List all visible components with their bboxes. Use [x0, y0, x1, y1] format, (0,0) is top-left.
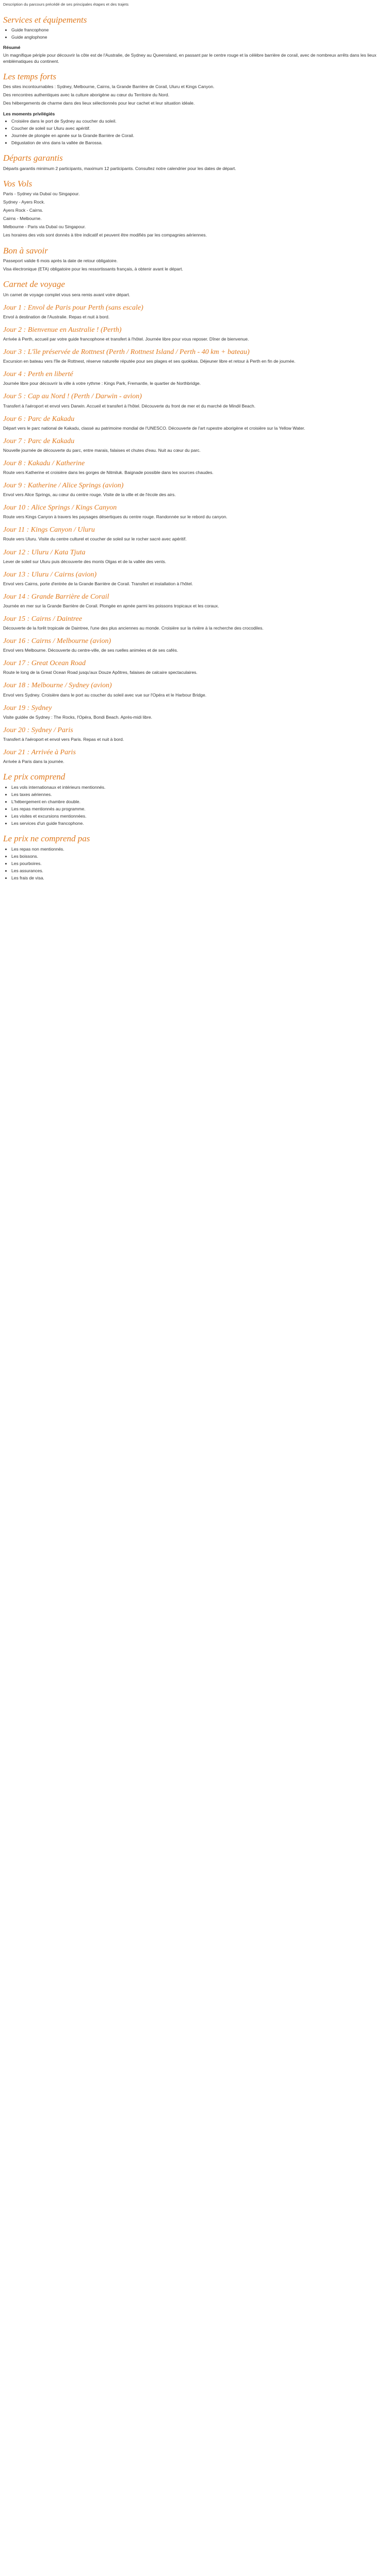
- prix-heading: Le prix comprend: [3, 772, 66, 782]
- vols-line: Sydney - Ayers Rock.: [3, 199, 45, 205]
- day-heading: Jour 15 : Cairns / Daintree: [3, 615, 83, 623]
- day-text: Lever de soleil sur Uluru puis découverte des monts Olgas et de la vallée des vents.: [3, 558, 167, 564]
- temps-forts-item: • Croisière dans le port de Sydney au coucher du soleil.: [11, 118, 388, 124]
- day-text: Route le long de la Great Ocean Road jusqu'aux Douze Apôtres, falaises de calcaire spectaculaires.: [3, 670, 198, 675]
- day-heading: Jour 9 : Katherine / Alice Springs (avion): [3, 482, 124, 490]
- day-heading: Jour 19 : Sydney: [3, 704, 52, 712]
- prix-exclu-list: [3, 846, 388, 881]
- page-description: Description du parcours précédé de ses principales étapes et des trajets: [3, 2, 129, 7]
- itinerary: [3, 304, 388, 765]
- temps-forts-subheading: Les moments privilégiés: [3, 111, 55, 116]
- day-heading: Jour 20 : Sydney / Paris: [3, 726, 73, 734]
- day-heading: Jour 21 : Arrivée à Paris: [3, 748, 76, 756]
- info-text: Passeport valide 6 mois après la date de retour obligatoire.: [3, 258, 118, 264]
- resume-heading: Résumé: [3, 45, 21, 50]
- day-text: Départ vers le parc national de Kakadu, classé au patrimoine mondial de l'UNESCO. Découverte de l'art rupestre aborigène et croisière sur la Yellow Water.: [3, 425, 305, 431]
- day-heading: Jour 8 : Kakadu / Katherine: [3, 459, 85, 467]
- prix-item: • Les taxes aériennes.: [11, 791, 388, 798]
- day-text: Journée en mer sur la Grande Barrière de Corail. Plongée en apnée parmi les poissons tropicaux et les coraux.: [3, 603, 219, 608]
- services-item: • Guide anglophone: [11, 34, 388, 40]
- day-heading: Jour 16 : Cairns / Melbourne (avion): [3, 637, 111, 646]
- services-heading: Services et équipements: [3, 14, 87, 25]
- temps-forts-item: • Dégustation de vins dans la vallée de Barossa.: [11, 140, 388, 146]
- prix-list: [3, 784, 388, 826]
- day-text: Route vers Kings Canyon à travers les paysages désertiques du centre rouge. Randonnée sur le rebord du canyon.: [3, 514, 227, 520]
- prix-exclu-item: • Les frais de visa.: [11, 875, 388, 881]
- prix-item: • L'hébergement en chambre double.: [11, 799, 388, 805]
- day-text: Journée libre pour découvrir la ville à votre rythme : Kings Park, Fremantle, le quartier de Northbridge.: [3, 381, 201, 386]
- day-text: Envol vers Alice Springs, au cœur du centre rouge. Visite de la ville et de l'école des airs.: [3, 492, 176, 498]
- services-item: • Guide francophone: [11, 27, 388, 33]
- day-heading: Jour 1 : Envol de Paris pour Perth (sans escale): [3, 303, 143, 312]
- info-heading: Bon à savoir: [3, 245, 48, 256]
- day-text: Envol vers Cairns, porte d'entrée de la Grande Barrière de Corail. Transfert et installation à l'hôtel.: [3, 581, 193, 586]
- day-text: Nouvelle journée de découverte du parc, entre marais, falaises et chutes d'eau. Nuit au cœur du parc.: [3, 447, 201, 453]
- day-heading: Jour 4 : Perth en liberté: [3, 370, 73, 379]
- day-text: Envol à destination de l'Australie. Repas et nuit à bord.: [3, 314, 110, 319]
- day-heading: Jour 7 : Parc de Kakadu: [3, 437, 75, 445]
- departs-text: Départs garantis minimum 2 participants, maximum 12 participants. Consultez notre calendrier pour les dates de départ.: [3, 165, 236, 171]
- temps-forts-item: • Coucher de soleil sur Uluru avec apéritif.: [11, 125, 388, 131]
- day-text: Envol vers Sydney. Croisière dans le port au coucher du soleil avec vue sur l'Opéra et le Harbour Bridge.: [3, 692, 207, 698]
- temps-forts-item: • Journée de plongée en apnée sur la Grande Barrière de Corail.: [11, 132, 388, 139]
- day-heading: Jour 11 : Kings Canyon / Uluru: [3, 526, 95, 534]
- prix-item: • Les repas mentionnés au programme.: [11, 806, 388, 812]
- prix-item: • Les services d'un guide francophone.: [11, 820, 388, 826]
- day-heading: Jour 14 : Grande Barrière de Corail: [3, 592, 109, 601]
- prix-item: • Les visites et excursions mentionnées.: [11, 813, 388, 819]
- day-text: Excursion en bateau vers l'île de Rottnest, réserve naturelle réputée pour ses plages et ses quokkas. Déjeuner libre et retour à Perth en fin de journée.: [3, 359, 296, 364]
- vols-heading: Vos Vols: [3, 178, 32, 189]
- prix-exclu-item: • Les repas non mentionnés.: [11, 846, 388, 852]
- day-text: Arrivée à Paris dans la journée.: [3, 759, 64, 764]
- carnet-text: Un carnet de voyage complet vous sera remis avant votre départ.: [3, 292, 131, 297]
- day-heading: Jour 10 : Alice Springs / Kings Canyon: [3, 504, 117, 512]
- temps-forts-list: [3, 118, 388, 146]
- day-text: Route vers Uluru. Visite du centre culturel et coucher de soleil sur le rocher sacré avec apéritif.: [3, 536, 187, 542]
- day-heading: Jour 5 : Cap au Nord ! (Perth / Darwin - avion): [3, 393, 142, 401]
- prix-item: • Les vols internationaux et intérieurs mentionnés.: [11, 784, 388, 790]
- prix-exclu-heading: Le prix ne comprend pas: [3, 833, 90, 843]
- day-heading: Jour 3 : L'île préservée de Rottnest (Perth / Rottnest Island / Perth - 40 km + bateau): [3, 348, 250, 357]
- day-heading: Jour 18 : Melbourne / Sydney (avion): [3, 682, 112, 690]
- day-text: Envol vers Melbourne. Découverte du centre-ville, de ses ruelles animées et de ses cafés.: [3, 648, 178, 653]
- day-text: Route vers Katherine et croisière dans les gorges de Nitmiluk. Baignade possible dans les sources chaudes.: [3, 469, 214, 475]
- temps-forts-text: Des hébergements de charme dans des lieux sélectionnés pour leur cachet et leur situation idéale.: [3, 100, 195, 106]
- vols-note: Les horaires des vols sont donnés à titre indicatif et peuvent être modifiés par les compagnies aériennes.: [3, 232, 207, 238]
- day-heading: Jour 2 : Bienvenue en Australie ! (Perth): [3, 326, 122, 334]
- temps-forts-text: Des sites incontournables : Sydney, Melbourne, Cairns, la Grande Barrière de Corail, Uluru et Kings Canyon.: [3, 84, 215, 90]
- info-text: Visa électronique (ETA) obligatoire pour les ressortissants français, à obtenir avant le départ.: [3, 266, 183, 272]
- day-heading: Jour 12 : Uluru / Kata Tjuta: [3, 548, 86, 556]
- prix-exclu-item: • Les pourboires.: [11, 860, 388, 867]
- day-text: Découverte de la forêt tropicale de Daintree, l'une des plus anciennes au monde. Croisière sur la rivière à la recherche des crocodiles.: [3, 625, 264, 631]
- document: [0, 0, 391, 881]
- vols-line: Paris - Sydney via Dubaï ou Singapour.: [3, 191, 80, 197]
- temps-forts-heading: Les temps forts: [3, 71, 56, 81]
- day-text: Visite guidée de Sydney : The Rocks, l'Opéra, Bondi Beach. Après-midi libre.: [3, 714, 153, 720]
- temps-forts-text: Des rencontres authentiques avec la culture aborigène au cœur du Territoire du Nord.: [3, 92, 170, 98]
- day-heading: Jour 6 : Parc de Kakadu: [3, 415, 75, 423]
- services-list: [3, 27, 388, 40]
- vols-line: Melbourne - Paris via Dubaï ou Singapour.: [3, 224, 86, 230]
- vols-line: Cairns - Melbourne.: [3, 216, 42, 222]
- carnet-heading: Carnet de voyage: [3, 279, 65, 290]
- day-text: Transfert à l'aéroport et envol vers Paris. Repas et nuit à bord.: [3, 736, 124, 742]
- prix-exclu-item: • Les boissons.: [11, 853, 388, 859]
- day-heading: Jour 17 : Great Ocean Road: [3, 659, 86, 668]
- day-heading: Jour 13 : Uluru / Cairns (avion): [3, 570, 97, 579]
- departs-heading: Départs garantis: [3, 152, 63, 163]
- resume-text: Un magnifique périple pour découvrir la côte est de l'Australie, de Sydney au Queensland, en passant par le centre rouge et la célèbre barrière de corail, avec de nombreux arrêts dans les lieux emblématiques du continent.: [3, 52, 377, 64]
- vols-line: Ayers Rock - Cairns.: [3, 208, 43, 213]
- day-text: Arrivée à Perth, accueil par votre guide francophone et transfert à l'hôtel. Journée libre pour vous reposer. Dîner de bienvenue.: [3, 336, 249, 342]
- day-text: Transfert à l'aéroport et envol vers Darwin. Accueil et transfert à l'hôtel. Découverte du front de mer et du marché de Mindil Beach.: [3, 403, 256, 409]
- prix-exclu-item: • Les assurances.: [11, 868, 388, 874]
